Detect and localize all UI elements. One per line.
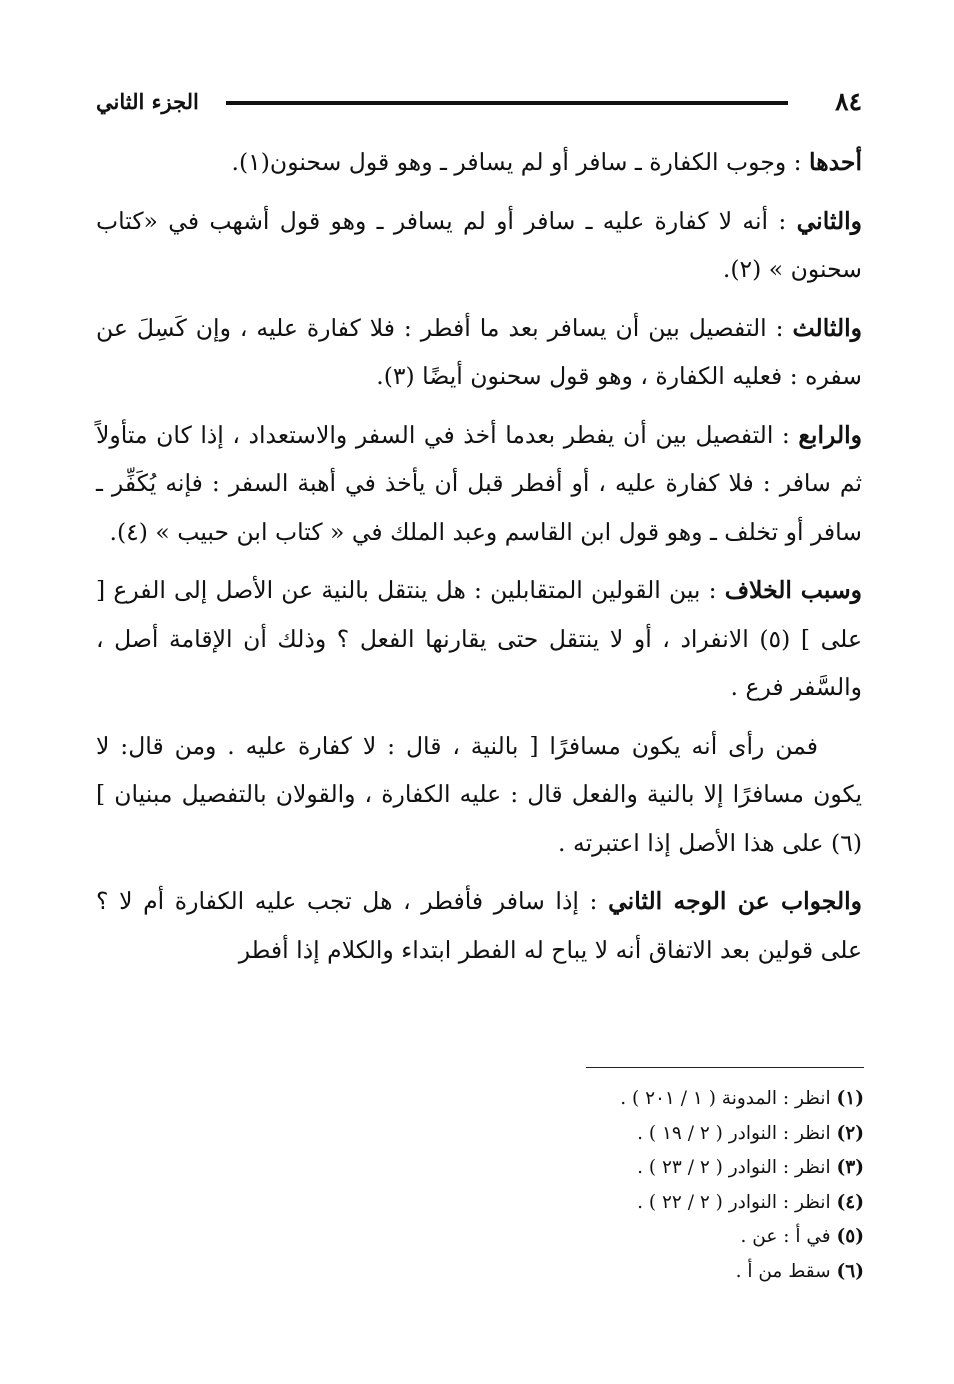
footnotes-list <box>400 1082 864 1289</box>
paragraph-fourth-opinion <box>96 411 862 557</box>
footnote-number: (٦) <box>836 1260 864 1282</box>
paragraph-first-opinion <box>96 138 862 187</box>
paragraph-term: والجواب عن الوجه الثاني <box>608 887 862 915</box>
paragraph-text: : وجوب الكفارة ـ سافر أو لم يسافر ـ وهو قول سحنون(١). <box>231 148 810 176</box>
footnote-text: سقط من أ . <box>735 1260 837 1282</box>
paragraph-second-opinion <box>96 197 862 294</box>
footnote-rule <box>586 1067 864 1068</box>
footnote-number: (٤) <box>836 1191 864 1213</box>
footnote-text: انظر : النوادر ( ٢ / ٢٢ ) . <box>637 1191 837 1213</box>
paragraph-term: أحدها <box>809 148 862 176</box>
footnote-text: في أ : عن . <box>740 1226 837 1247</box>
paragraph-term: والثاني <box>796 206 862 235</box>
footnote-item <box>400 1117 864 1152</box>
paragraph-term: وسبب الخلاف <box>724 576 862 604</box>
footnote-text: انظر : النوادر ( ٢ / ١٩ ) . <box>637 1122 837 1144</box>
footnote-item <box>400 1151 864 1186</box>
paragraph-third-opinion <box>96 304 862 401</box>
paragraph-cause-of-disagreement <box>96 566 862 712</box>
page-header <box>96 86 862 122</box>
volume-title: الجزء الثاني <box>96 89 199 114</box>
footnote-item <box>400 1082 864 1117</box>
paragraph-text: فمن رأى أنه يكون مسافرًا [ بالنية ، قال : لا كفارة عليه . ومن قال: لا يكون مسافرًا إلا بالنية والفعل قال : عليه الكفارة ، والقولان بالتفصيل مبنيان ] (٦) على هذا الأصل إذا اعتبرته . <box>96 731 862 857</box>
paragraph-consequence <box>96 722 862 868</box>
paragraph-text: : أنه لا كفارة عليه ـ سافر أو لم يسافر ـ وهو قول أشهب في «كتاب سحنون » (٢). <box>96 206 862 283</box>
body-text <box>96 138 862 984</box>
footnote-number: (٢) <box>836 1122 864 1144</box>
header-rule <box>226 101 788 105</box>
paragraph-text: : إذا سافر فأفطر ، هل تجب عليه الكفارة أم لا ؟ على قولين بعد الاتفاق أنه لا يباح له الفطر ابتداء والكلام إذا أفطر <box>96 887 862 964</box>
paragraph-text: : التفصيل بين أن يسافر بعد ما أفطر : فلا كفارة عليه ، وإن كَسِلَ عن سفره : فعليه الكفارة ، وهو قول سحنون أيضًا (٣). <box>96 313 862 390</box>
page-number: ٨٤ <box>835 87 862 116</box>
paragraph-term: والثالث <box>792 313 862 342</box>
footnote-text: انظر : المدونة ( ١ / ٢٠١ ) . <box>620 1088 837 1109</box>
footnote-number: (٣) <box>836 1157 864 1178</box>
footnote-item <box>400 1186 864 1221</box>
footnote-text: انظر : النوادر ( ٢ / ٢٣ ) . <box>637 1157 837 1178</box>
footnote-number: (١) <box>836 1088 864 1109</box>
paragraph-text: : بين القولين المتقابلين : هل ينتقل بالنية عن الأصل إلى الفرع [ على ] (٥) الانفراد ، أو لا ينتقل حتى يقارنها الفعل ؟ وذلك أن الإقامة أصل ، والسَّفر فرع . <box>96 576 862 701</box>
paragraph-text: : التفصيل بين أن يفطر بعدما أخذ في السفر والاستعداد ، إذا كان متأولاً ثم سافر : فلا كفارة عليه ، أو أفطر قبل أن يأخذ في أهبة السفر : فإنه يُكَفِّر ـ سافر أو تخلف ـ وهو قول ابن القاسم وعبد الملك في « كتاب ابن حبيب » (٤). <box>96 420 862 546</box>
footnote-number: (٥) <box>836 1226 864 1247</box>
footnote-item <box>400 1255 864 1290</box>
footnote-item <box>400 1220 864 1255</box>
paragraph-term: والرابع <box>798 420 862 449</box>
paragraph-second-aspect-answer <box>96 877 862 974</box>
